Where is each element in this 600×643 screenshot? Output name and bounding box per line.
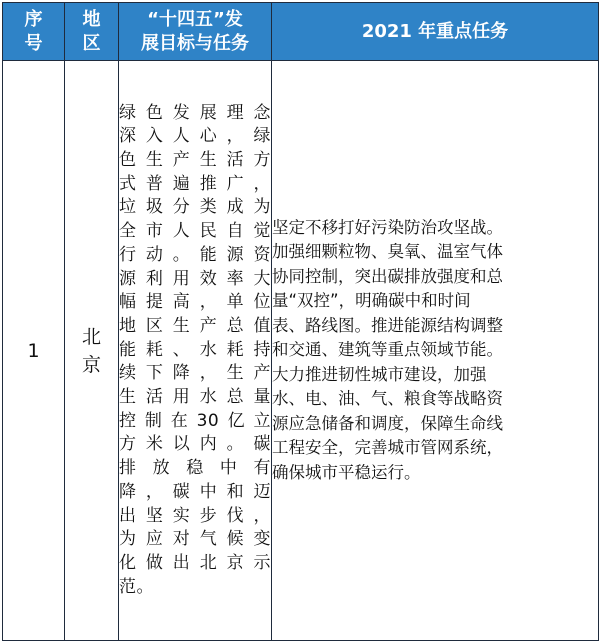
goals-line: 行动。能源资	[119, 244, 271, 265]
tasks-line: 量“双控”，明确碳中和时间	[272, 291, 471, 311]
goals-line: 生活用水总量	[119, 387, 271, 408]
tasks-line: 工程安全，完善城市管网系统，	[272, 438, 503, 458]
tasks-line: 水、电、油、气、粮食等战略资	[272, 389, 503, 409]
header-index-line-1: 序	[24, 8, 43, 30]
goals-line: 深入人心，绿	[119, 126, 271, 147]
tasks-line: 源应急储备和调度，保障生命线	[272, 413, 503, 433]
goals-line: 源利用效率大	[119, 268, 271, 289]
goals-line: 控制在30亿立	[119, 410, 271, 431]
goals-line: 排放稳中有	[119, 458, 271, 479]
region-line-1: 北	[81, 325, 101, 348]
region-line-2: 京	[81, 353, 101, 376]
goals-line: 为应对气候变	[119, 529, 271, 550]
header-tasks	[272, 3, 599, 61]
row-tasks	[272, 61, 599, 641]
goals-line: 绿色发展理念	[119, 102, 271, 123]
tasks-line: 大力推进韧性城市建设，加强	[272, 364, 487, 384]
goals-line: 方米以内。碳	[119, 434, 271, 455]
header-index-line-2: 号	[24, 32, 43, 54]
goals-line: 续下降，生产	[119, 363, 271, 384]
goals-line: 范。	[119, 576, 154, 597]
header-region-line-1: 地	[82, 8, 101, 30]
goals-line: 垃圾分类成为	[119, 197, 271, 218]
header-goals-line-2: 展目标与任务	[141, 32, 249, 54]
header-row	[3, 3, 599, 61]
goals-line: 幅提高，单位	[119, 292, 271, 313]
goals-line: 能耗、水耗持	[119, 339, 271, 360]
tasks-line: 表、路线图。推进能源结构调整	[272, 315, 503, 335]
tasks-line: 协同控制，突出碳排放强度和总	[272, 266, 503, 286]
table-row	[3, 61, 599, 641]
goals-line: 地区生产总值	[119, 315, 271, 336]
header-index	[3, 3, 65, 61]
header-region	[65, 3, 119, 61]
header-goals-line-1: “十四五”发	[147, 8, 243, 30]
goals-line: 式普遍推广，	[119, 173, 271, 194]
goals-line: 出坚实步伐，	[119, 505, 271, 526]
row-goals	[119, 61, 272, 641]
header-region-line-2: 区	[82, 32, 101, 54]
goals-line: 色生产生活方	[119, 150, 271, 171]
goals-line: 全市人民自觉	[119, 221, 271, 242]
tasks-line: 加强细颗粒物、臭氧、温室气体	[272, 242, 503, 262]
goals-line: 降，碳中和迈	[119, 481, 271, 502]
header-tasks-label: 2021 年重点任务	[361, 20, 509, 42]
row-index: 1	[3, 61, 65, 641]
row-region	[65, 61, 119, 641]
tasks-line: 和交通、建筑等重点领域节能。	[272, 340, 503, 360]
policy-table	[2, 2, 599, 641]
goals-line: 化做出北京示	[119, 552, 271, 573]
tasks-line: 确保城市平稳运行。	[272, 462, 421, 482]
tasks-line: 坚定不移打好污染防治攻坚战。	[272, 217, 503, 237]
header-goals	[119, 3, 272, 61]
